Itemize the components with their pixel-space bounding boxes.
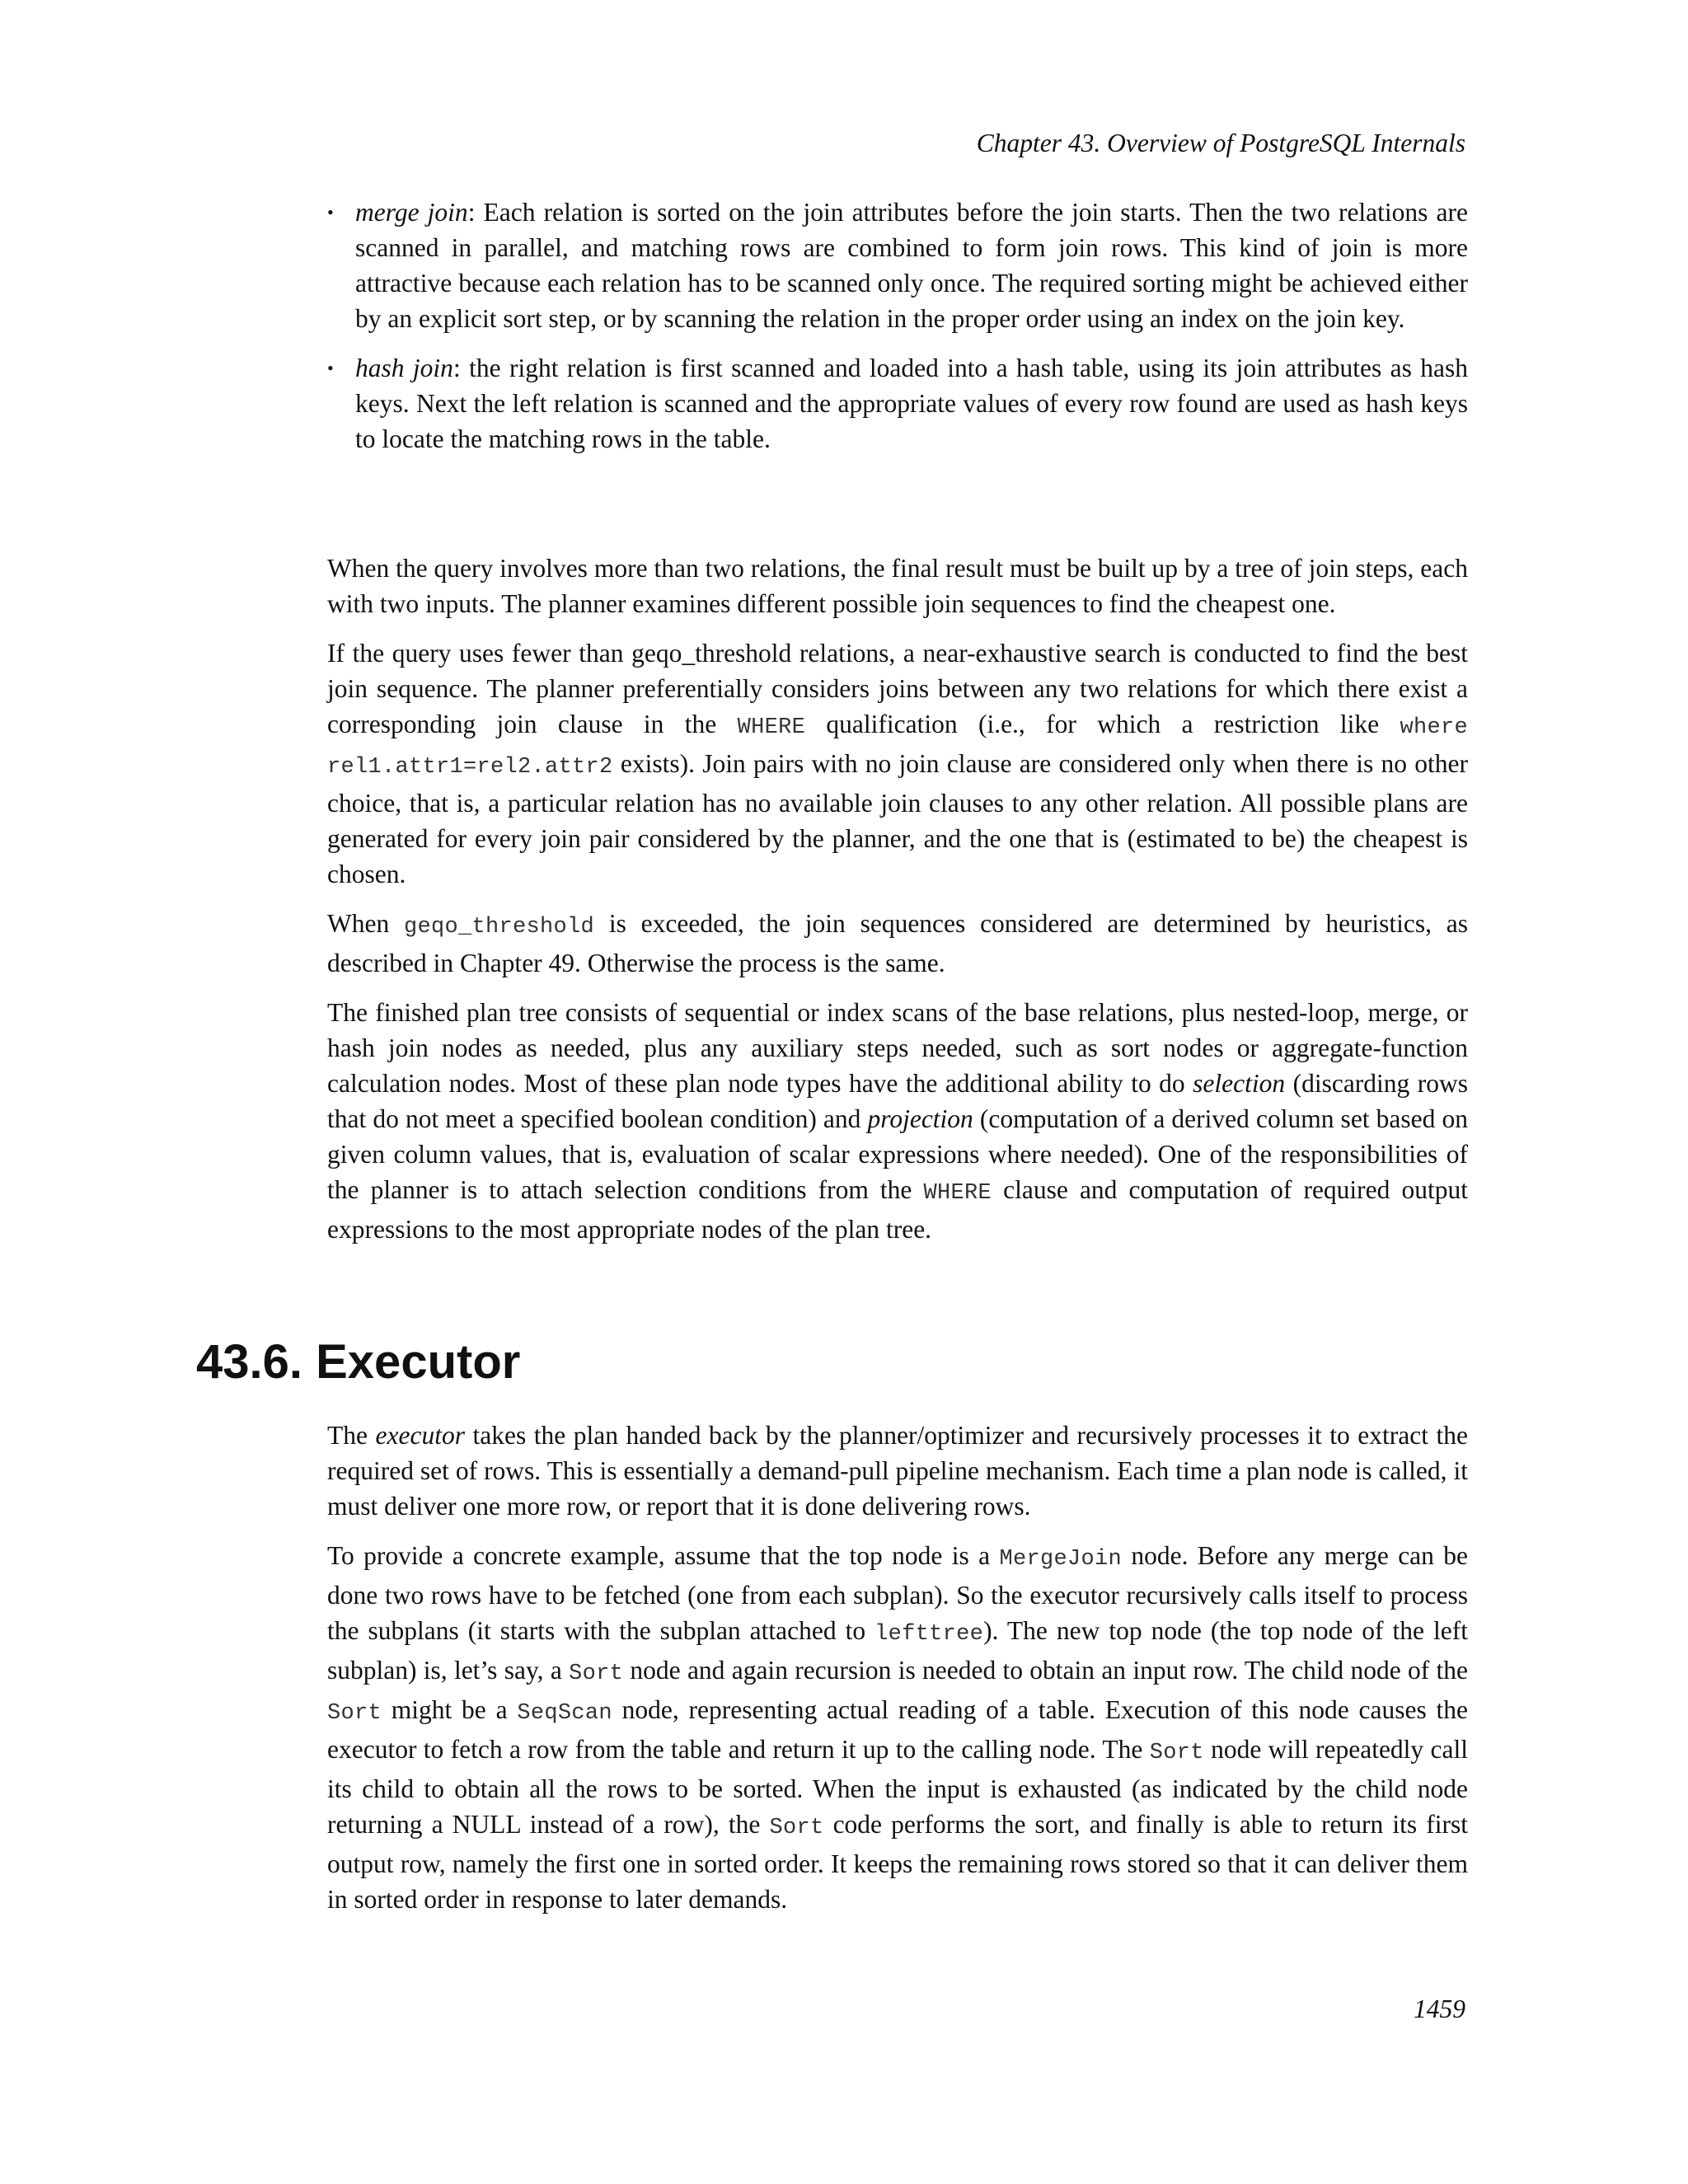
paragraph: When geqo_threshold is exceeded, the join sequences considered are determined by heuristics, as described in Chapter 49. Otherwise the process is the same. — [327, 909, 1468, 977]
code-literal: where rel1.attr1=rel2.attr2 — [327, 715, 1468, 780]
emphasis: projection — [867, 1104, 973, 1133]
body-text-executor — [327, 1418, 1468, 1931]
paragraph: The finished plan tree consists of sequential or index scans of the base relations, plus nested-loop, merge, or hash join nodes as needed, plus any auxiliary steps needed, such as sort nodes or aggregate-function calculation nodes. Most of these plan node types have the additional ability to do selection (discarding rows that do not meet a specified boolean condition) and projection (computation of a derived column set based on given column values, that is, evaluation of scalar expressions where needed). One of the responsibilities of the planner is to attach selection conditions from the WHERE clause and computation of required output expressions to the most appropriate nodes of the plan tree. — [327, 998, 1469, 1244]
code-literal: Sort — [327, 1701, 382, 1726]
running-header: Chapter 43. Overview of PostgreSQL Internals — [976, 129, 1465, 157]
paragraph: When the query involves more than two relations, the final result must be built up by a tree of join steps, each with two inputs. The planner examines different possible join sequences to find the cheapest one. — [327, 554, 1468, 618]
paragraph: To provide a concrete example, assume that the top node is a MergeJoin node. Before any merge can be done two rows have to be fetched (one from each subplan). So the executor recursively calls itself to process the subplans (it starts with the subplan attached to lefttree). The new top node (the top node of the left subplan) is, let’s say, a Sort node and again recursion is needed to obtain an input row. The child node of the Sort might be a SeqScan node, representing actual reading of a table. Execution of this node causes the executor to fetch a row from the table and return it up to the calling node. The Sort node will repeatedly call its child to obtain all the rows to be sorted. When the input is exhausted (as indicated by the child node returning a NULL instead of a row), the Sort code performs the sort, and finally is able to return its first output row, namely the first one in sorted order. It keeps the remaining rows stored so that it can deliver them in sorted order in response to later demands. — [327, 1541, 1469, 1914]
paragraph: If the query uses fewer than geqo_threshold relations, a near-exhaustive search is conducted to find the best join sequence. The planner preferentially considers joins between any two relations for which there exist a corresponding join clause in the WHERE qualification (i.e., for which a restriction like where rel1.attr1=rel2.attr2 exists). Join pairs with no join clause are considered only when there is no other choice, that is, a particular relation has no available join clauses to any other relation. All possible plans are generated for every join pair considered by the planner, and the one that is (estimated to be) the cheapest is chosen. — [327, 639, 1468, 888]
list-term: hash join — [355, 354, 453, 382]
section-title: 43.6. Executor — [196, 1335, 521, 1389]
bullet-icon: • — [327, 358, 334, 378]
list-text: : the right relation is first scanned and loaded into a hash table, using its join attributes as hash keys. Next the left relation is scanned and the appropriate values of every row found are used as hash keys to locate the matching rows in the table. — [355, 354, 1469, 453]
list-term: merge join — [355, 198, 468, 227]
code-literal: SeqScan — [517, 1701, 612, 1726]
code-literal: lefttree — [874, 1622, 984, 1647]
body-text-upper — [327, 551, 1468, 1261]
code-literal: WHERE — [737, 715, 806, 740]
bullet-icon: • — [327, 202, 334, 223]
code-literal: Sort — [569, 1661, 624, 1686]
code-literal: MergeJoin — [999, 1547, 1122, 1572]
code-literal: Sort — [1149, 1741, 1204, 1765]
emphasis: selection — [1193, 1069, 1286, 1098]
code-literal: WHERE — [923, 1181, 992, 1206]
paragraph: The executor takes the plan handed back by the planner/optimizer and recursively processes it to extract the required set of rows. This is essentially a demand-pull pipeline mechanism. Each time a plan node is called, it must deliver one more row, or report that it is done delivering rows. — [327, 1421, 1468, 1521]
join-methods-list — [327, 194, 1468, 471]
code-literal: geqo_threshold — [404, 915, 595, 940]
emphasis: executor — [375, 1421, 465, 1450]
code-literal: Sort — [769, 1816, 824, 1840]
page-number: 1459 — [1414, 1994, 1465, 2023]
list-text: : Each relation is sorted on the join attributes before the join starts. Then the two relations are scanned in parallel, and matching rows are combined to form join rows. This kind of join is more attractive because each relation has to be scanned only once. The required sorting might be achieved either by an explicit sort step, or by scanning the relation in the proper order using an index on the join key. — [355, 198, 1468, 333]
list-item — [327, 350, 1468, 457]
list-item — [327, 194, 1468, 336]
